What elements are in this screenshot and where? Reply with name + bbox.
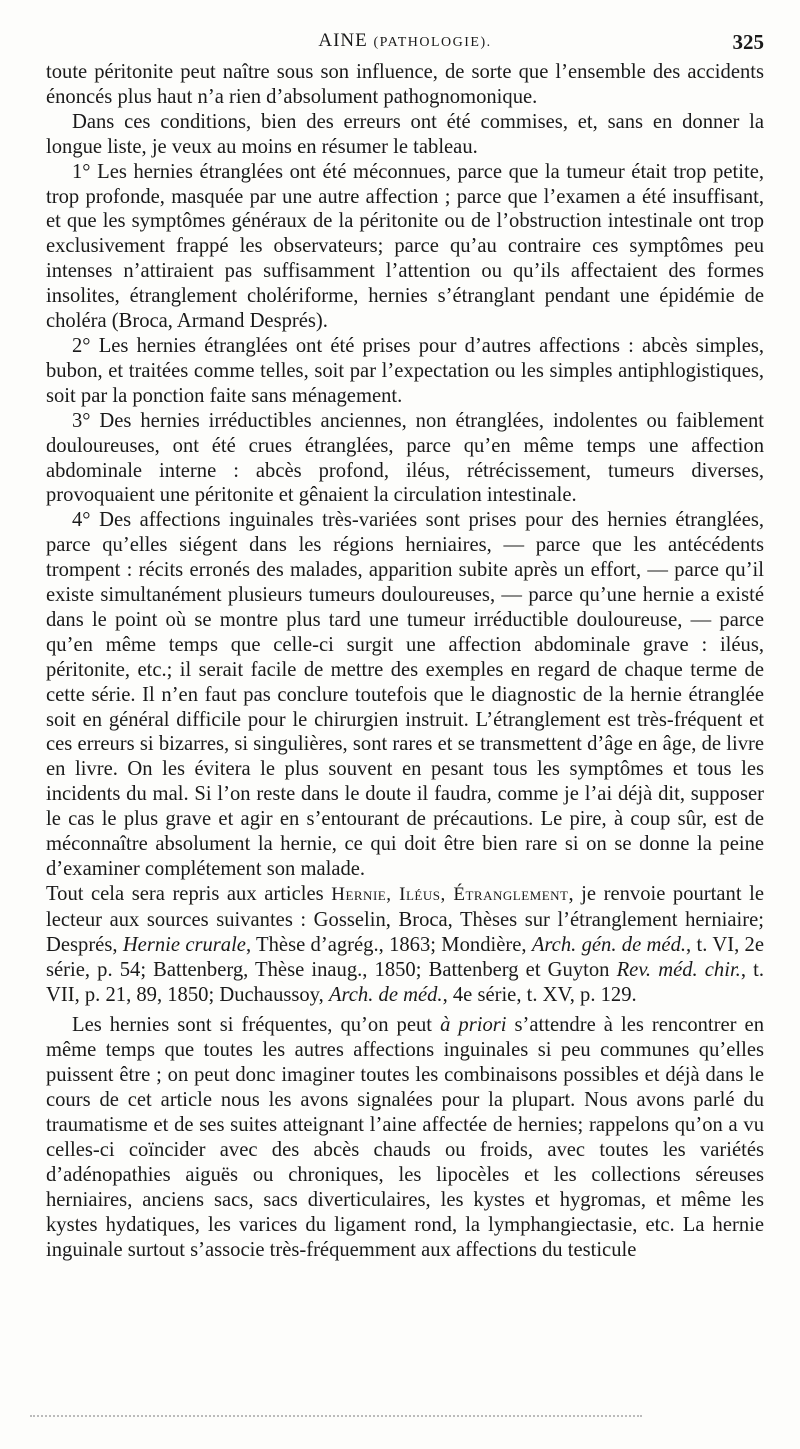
ref-italic-arch-de-med: Arch. de méd. — [328, 983, 443, 1006]
para7-text-a: Les hernies sont si fréquentes, qu’on peut — [72, 1014, 441, 1037]
ref-text-b: , je renvoie pourtant le lecteur aux sources suivantes : Gosselin, Broca, Thèses sur l’étranglement herniaire; Després, — [46, 882, 764, 956]
bottom-dotted-rule — [30, 1415, 642, 1419]
running-header — [46, 30, 764, 56]
page-body — [46, 60, 764, 1263]
paragraph-references — [46, 882, 764, 1008]
ref-text-a: Tout cela sera repris aux articles — [46, 882, 332, 905]
paragraph-point-2: 2° Les hernies étranglées ont été prises pour d’autres affections : abcès simples, bubon, et traitées comme telles, soit par l’expectation ou les simples antiphlogistiques, soit par la ponction faite sans ménagement. — [46, 334, 764, 407]
header-title: AINE — [318, 30, 368, 51]
ref-article-names: Hernie, Iléus, Étranglement — [331, 883, 569, 905]
ref-text-c: , Thèse d’agrég., 1863; Mondière, — [245, 933, 532, 956]
paragraph-continuation: toute péritonite peut naître sous son influence, de sorte que l’ensemble des accidents énoncés plus haut n’a rien d’absolument pathognomonique. — [46, 61, 764, 108]
paragraph-point-4: 4° Des affections inguinales très-variées sont prises pour des hernies étranglées, parce qu’elles siégent dans les régions herniaires, — parce que les antécédents trompent : récits erronés des malades, apparition subite après un effort, — parce qu’il existe simultanément plusieurs tumeurs douloureuses, — parce qu’une hernie a existé dans le point où se montre plus tard une tumeur irréductible douloureuse, — parce qu’en même temps que celle-ci surgit une affection abdominale grave : iléus, péritonite, etc.; il serait facile de mettre des exemples en regard de chaque terme de cette série. Il n’en faut pas conclure toutefois que le diagnostic de la hernie étranglée soit en général difficile pour le chirurgien instruit. L’étranglement est très-fréquent et ces erreurs si bizarres, si singulières, sont rares et se transmettent d’âge en âge, de livre en livre. On les évitera le plus souvent en pesant tous les symptômes et tous les incidents du mal. Si l’on reste dans le doute il faudra, comme je l’ai déjà dit, supposer le cas le plus grave et agir en s’entourant de précautions. Le pire, à coup sûr, est de méconnaître absolument la hernie, ce qui doit être bien rare si on se donne la peine d’examiner complétement son malade. — [46, 509, 764, 880]
ref-italic-rev-med-chir: Rev. méd. chir. — [616, 958, 741, 981]
paragraph-point-1: 1° Les hernies étranglées ont été méconnues, parce que la tumeur était trop petite, trop profonde, masquée par une autre affection ; parce que l’examen a été insuffisant, et que les symptômes généraux de la péritonite ou de l’obstruction intestinale ont trop exclusivement frappé les observateurs; parce qu’au contraire ces symptômes peu intenses n’attiraient pas suffisamment l’attention ou qu’ils affectaient des formes insolites, étranglement cholériforme, hernies s’étranglant pendant une épidémie de choléra (Broca, Armand Després). — [46, 160, 764, 333]
ref-text-d: , t. VI, 2e série, p. 54; Battenberg, Thèse inaug., 1850; Battenberg et Guyton — [46, 933, 764, 981]
ref-text-e: , t. VII, p. 21, 89, 1850; Duchaussoy, — [46, 958, 764, 1006]
ref-text-f: , 4e série, t. XV, p. 129. — [442, 983, 637, 1006]
paragraph-coexisting-affections — [46, 1013, 764, 1262]
para7-text-b: s’attendre à les rencontrer en même temps que toutes les autres affections inguinales si peu communes qu’elles puissent être ; on peut donc imaginer toutes les combinaisons possibles et déjà dans le cours de cet article nous les avons signalées pour la plupart. Nous avons parlé du traumatisme et de ses suites atteignant l’aine affectée de hernies; rappelons qu’on a vu celles-ci coïncider avec des abcès chauds ou froids, avec toutes les variétés d’adénopathies aiguës ou chroniques, les lipocèles et les collections séreuses herniaires, anciens sacs, sacs diverticulaires, les kystes et hygromas, et même les kystes hydatiques, les varices du ligament rond, la lymphangiectasie, etc. La hernie inguinale surtout s’associe très-fréquemment aux affections du testicule — [46, 1014, 764, 1261]
header-subtitle: (PATHOLOGIE). — [373, 35, 492, 50]
paragraph-point-3: 3° Des hernies irréductibles anciennes, non étranglées, indolentes ou faiblement douloureuses, ont été crues étranglées, parce qu’en même temps une affection abdominale interne : abcès profond, iléus, rétrécissement, tumeurs diverses, provoquaient une péritonite et gênaient la circulation intestinale. — [46, 409, 764, 507]
ref-italic-hernie-crurale: Hernie crurale — [122, 933, 246, 956]
running-title — [46, 30, 764, 52]
para7-italic-a-priori: à priori — [440, 1014, 507, 1037]
ref-italic-arch-gen-med: Arch. gén. de méd. — [531, 933, 687, 956]
paragraph-errors-intro: Dans ces conditions, bien des erreurs ont été commises, et, sans en donner la longue liste, je veux au moins en résumer le tableau. — [46, 110, 764, 158]
page-number: 325 — [732, 30, 764, 54]
